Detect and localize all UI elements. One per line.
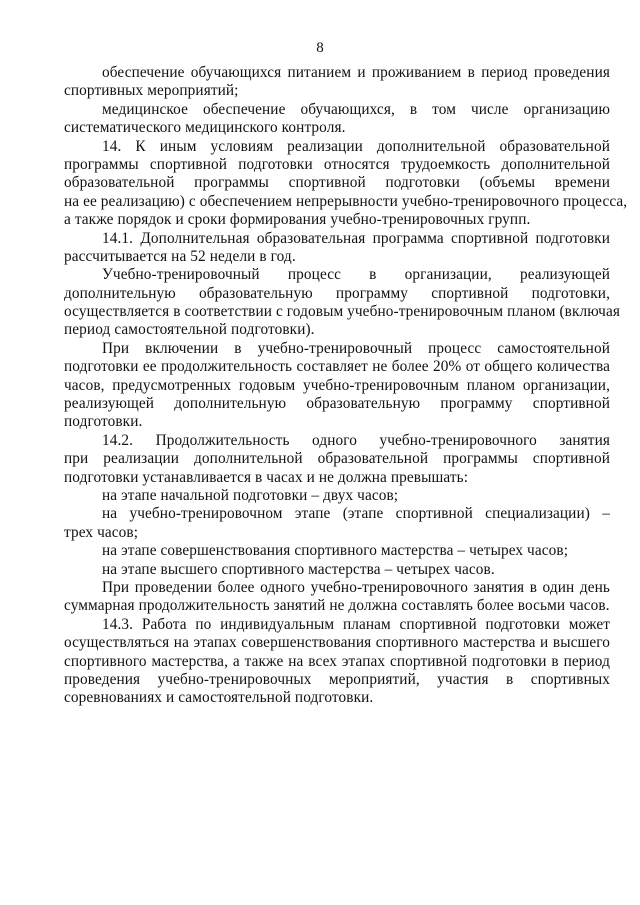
text-line: Учебно-тренировочный процесс в организации, реализующей — [102, 266, 610, 284]
text-line: подготовки ее продолжительность составляет не более 20% от общего количества — [64, 358, 610, 376]
text-line: 14. К иным условиям реализации дополнительной образовательной — [102, 137, 610, 155]
text-line: дополнительную образовательную программу спортивной подготовки, — [64, 284, 610, 302]
text-line: спортивного мастерства, а также на всех этапах спортивной подготовки в период — [64, 652, 610, 670]
text-line: на ее реализацию) с обеспечением непрерывности учебно-тренировочного процесса, — [64, 192, 628, 210]
text-line: 14.2. Продолжительность одного учебно-тренировочного занятия — [102, 431, 610, 449]
text-line: спортивных мероприятий; — [64, 82, 239, 100]
text-line: При проведении более одного учебно-тренировочного занятия в один день — [102, 578, 610, 596]
text-line: на этапе высшего спортивного мастерства – четырех часов. — [102, 560, 495, 578]
text-line: период самостоятельной подготовки). — [64, 321, 315, 339]
document-body — [64, 64, 628, 708]
text-line: При включении в учебно-тренировочный процесс самостоятельной — [102, 339, 610, 357]
text-line: обеспечение обучающихся питанием и проживанием в период проведения — [102, 64, 610, 81]
text-line: трех часов; — [64, 523, 139, 541]
text-line: часов, предусмотренных годовым учебно-тренировочным планом организации, — [64, 376, 610, 394]
text-line: на этапе начальной подготовки – двух часов; — [102, 486, 399, 504]
text-line: а также порядок и сроки формирования учебно-тренировочных групп. — [64, 211, 531, 229]
text-line: на этапе совершенствования спортивного мастерства – четырех часов; — [102, 542, 569, 560]
text-line: подготовки. — [64, 413, 143, 431]
text-line: реализующей дополнительную образовательную программу спортивной — [64, 395, 610, 413]
text-line: медицинское обеспечение обучающихся, в том числе организацию — [102, 100, 610, 118]
text-line: образовательной программы спортивной подготовки (объемы времени — [64, 174, 610, 192]
text-line: систематического медицинского контроля. — [64, 119, 346, 137]
text-line: рассчитывается на 52 недели в год. — [64, 247, 296, 265]
text-line: осуществляться на этапах совершенствования спортивного мастерства и высшего — [64, 634, 610, 652]
text-line: проведения учебно-тренировочных мероприятий, участия в спортивных — [64, 670, 610, 688]
text-line: осуществляется в соответствии с годовым учебно-тренировочным планом (включая — [64, 303, 621, 321]
text-line: на учебно-тренировочном этапе (этапе спортивной специализации) – — [102, 505, 610, 523]
text-line: подготовки устанавливается в часах и не должна превышать: — [64, 468, 469, 486]
text-line: при реализации дополнительной образовательной программы спортивной — [64, 450, 610, 468]
text-line: 14.1. Дополнительная образовательная программа спортивной подготовки — [102, 229, 610, 247]
text-line: соревнованиях и самостоятельной подготовки. — [64, 689, 374, 707]
text-line: программы спортивной подготовки относятся трудоемкость дополнительной — [64, 155, 610, 173]
text-line: 14.3. Работа по индивидуальным планам спортивной подготовки может — [102, 615, 610, 633]
text-line: суммарная продолжительность занятий не должна составлять более восьми часов. — [64, 597, 610, 615]
page-number: 8 — [316, 40, 324, 56]
